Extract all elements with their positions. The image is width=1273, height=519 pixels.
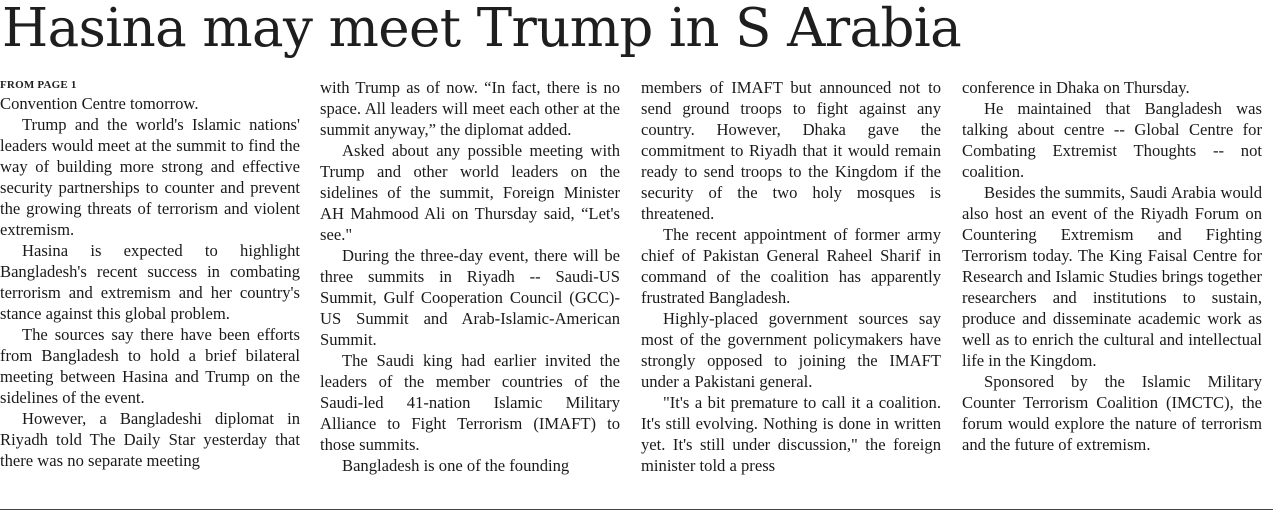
paragraph: Besides the summits, Saudi Arabia would also host an event of the Riyadh Forum on Countering Extremism and Fighting Terrorism today. The King Faisal Centre for Research and Islamic Studies brings together researchers and institutions to sustain, produce and disseminate academic work as well as to enrich the cultural and intellectual life in the Kingdom. (962, 183, 1262, 370)
paragraph: "It's a bit premature to call it a coalition. It's still evolving. Nothing is done in written yet. It's still under discussion," the foreign minister told a press (641, 393, 941, 475)
paragraph: Trump and the world's Islamic nations' leaders would meet at the summit to find the way of building more strong and effective security partnerships to counter and prevent the growing threats of terrorism and violent extremism. (0, 115, 300, 239)
paragraph: The sources say there have been efforts from Bangladesh to hold a brief bilateral meeting between Hasina and Trump on the sidelines of the event. (0, 325, 300, 407)
paragraph: Sponsored by the Islamic Military Counter Terrorism Coalition (IMCTC), the forum would explore the nature of terrorism and the future of extremism. (962, 372, 1262, 454)
bottom-divider (0, 509, 1273, 510)
paragraph: Bangladesh is one of the founding (342, 456, 570, 475)
article-column-2 (320, 77, 620, 476)
paragraph: During the three-day event, there will be three summits in Riyadh -- Saudi-US Summit, Gulf Cooperation Council (GCC)-US Summit and Arab-Islamic-American Summit. (320, 246, 620, 349)
paragraph: with Trump as of now. “In fact, there is no space. All leaders will meet each other at the summit anyway,” the diplomat added. (320, 78, 620, 139)
paragraph: He maintained that Bangladesh was talking about centre -- Global Centre for Combating Extremist Thoughts -- not coalition. (962, 99, 1262, 181)
paragraph: The recent appointment of former army chief of Pakistan General Raheel Sharif in command of the coalition has apparently frustrated Bangladesh. (641, 225, 941, 307)
article-column-3 (641, 77, 941, 476)
continuation-kicker: FROM PAGE 1 (0, 79, 77, 91)
article-column-4 (962, 77, 1262, 455)
paragraph: members of IMAFT but announced not to send ground troops to fight against any country. However, Dhaka gave the commitment to Riyadh that it would remain ready to send troops to the Kingdom if the security of the two holy mosques is threatened. (641, 78, 941, 223)
paragraph: However, a Bangladeshi diplomat in Riyadh told The Daily Star yesterday that there was no separate meeting (0, 409, 300, 470)
paragraph: Hasina is expected to highlight Bangladesh's recent success in combating terrorism and extremism and her country's stance against this global problem. (0, 241, 300, 323)
paragraph: The Saudi king had earlier invited the leaders of the member countries of the Saudi-led 41-nation Islamic Military Alliance to Fight Terrorism (IMAFT) to those summits. (320, 351, 620, 454)
headline: Hasina may meet Trump in S Arabia (2, 0, 962, 59)
paragraph: Highly-placed government sources say most of the government policymakers have strongly opposed to joining the IMAFT under a Pakistani general. (641, 309, 941, 391)
paragraph: Convention Centre tomorrow. (0, 94, 199, 113)
article-column-1 (0, 77, 300, 471)
paragraph: Asked about any possible meeting with Trump and other world leaders on the sidelines of the summit, Foreign Minister AH Mahmood Ali on Thursday said, “Let's see." (320, 141, 620, 244)
paragraph: conference in Dhaka on Thursday. (962, 78, 1190, 97)
